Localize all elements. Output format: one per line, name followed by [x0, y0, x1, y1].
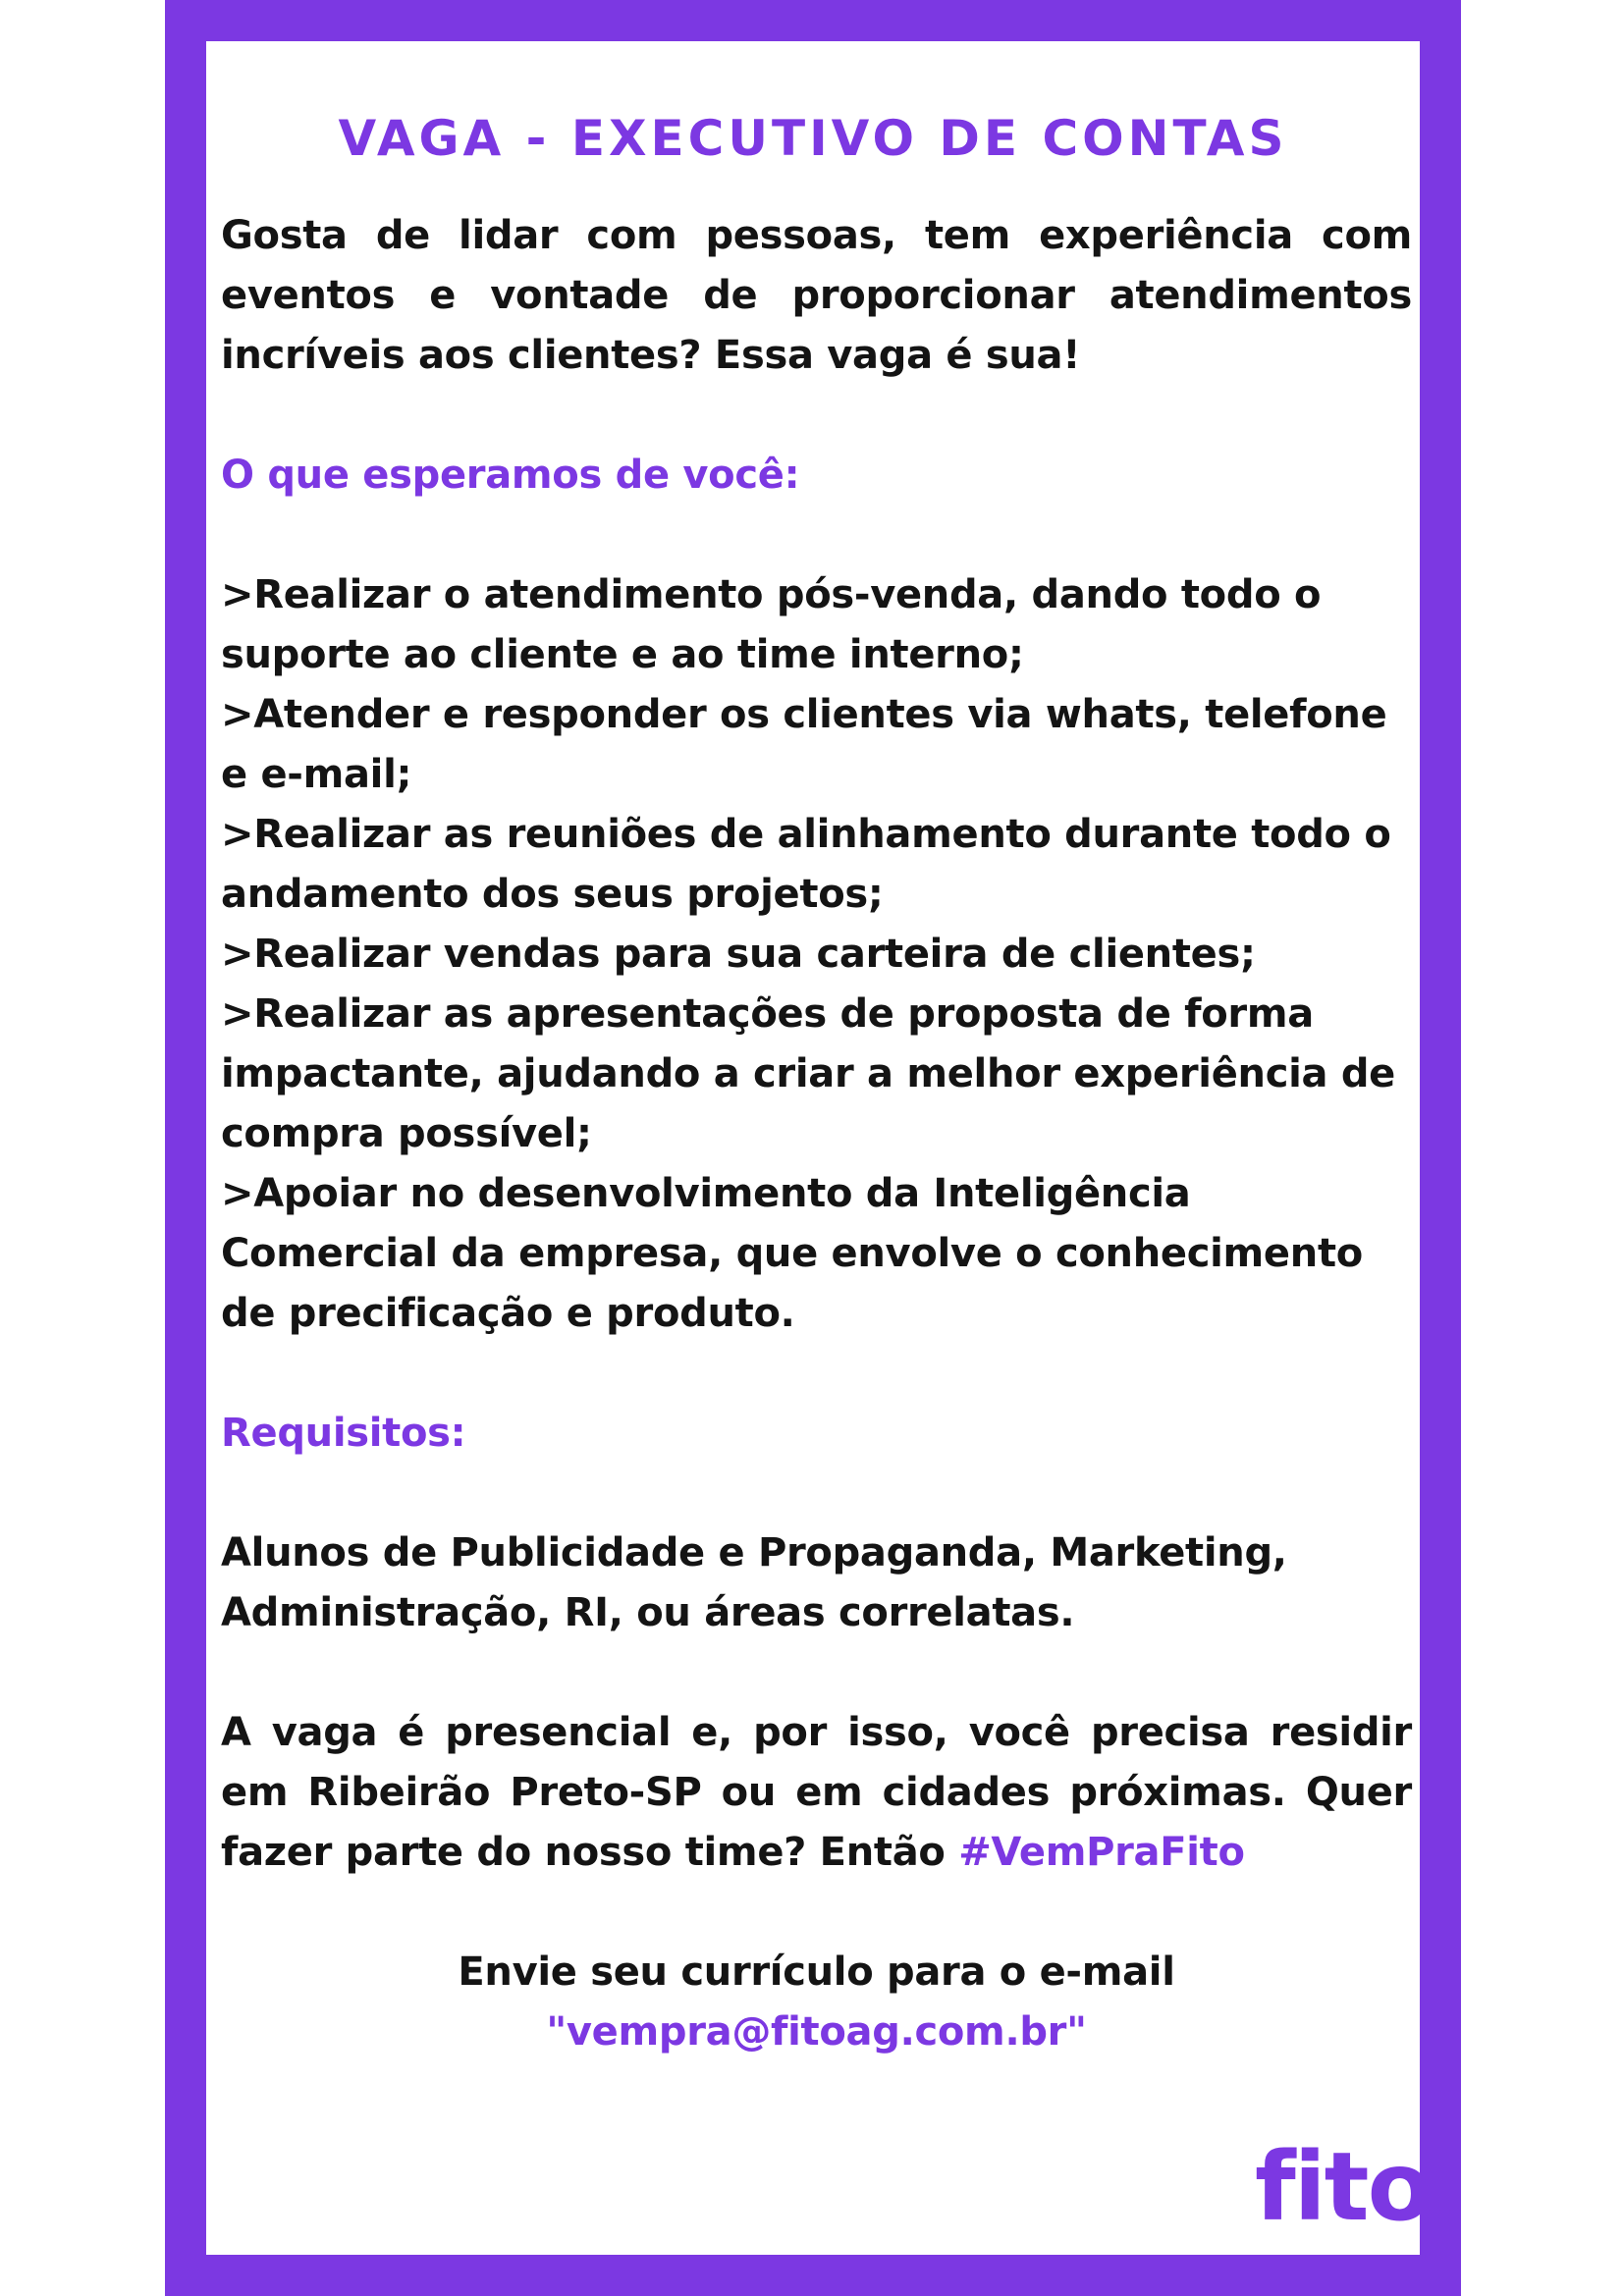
expectation-item: >Apoiar no desenvolvimento da Inteligência Comercial da empresa, que envolve o conhecimento de precificação e produto.: [221, 1171, 1363, 1336]
expectation-item: >Realizar as apresentações de proposta de forma impactante, ajudando a criar a melhor experiência de compra possível;: [221, 991, 1396, 1156]
intro-paragraph: Gosta de lidar com pessoas, tem experiência com eventos e vontade de proporcionar atendimentos incríveis aos clientes? Essa vaga é sua!: [221, 213, 1412, 378]
expectation-item: >Realizar o atendimento pós-venda, dando todo o suporte ao cliente e ao time interno;: [221, 572, 1322, 677]
expectation-item: >Realizar as reuniões de alinhamento durante todo o andamento dos seus projetos;: [221, 812, 1391, 917]
hashtag: #VemPraFito: [958, 1830, 1245, 1875]
fito-logo: fito: [1255, 2132, 1431, 2242]
location-text: A vaga é presencial e, por isso, você precisa residir em Ribeirão Preto-SP ou em cidades próximas. Quer fazer parte do nosso time? Então: [221, 1710, 1412, 1875]
location-paragraph: [221, 1703, 1412, 1883]
spacer: [221, 1344, 1412, 1404]
job-posting-card: [206, 41, 1431, 2255]
requirements-text: Alunos de Publicidade e Propaganda, Marketing, Administração, RI, ou áreas correlatas.: [221, 1530, 1287, 1635]
contact-line: Envie seu currículo para o e-mail: [458, 1949, 1175, 1995]
spacer: [221, 506, 1412, 565]
page-title: VAGA - EXECUTIVO DE CONTAS: [338, 110, 1288, 167]
spacer: [221, 1883, 1412, 1943]
requirements-heading: Requisitos:: [221, 1411, 466, 1456]
contact-email: "vempra@fitoag.com.br": [546, 2009, 1087, 2055]
spacer: [221, 1464, 1412, 1523]
expectation-item: >Realizar vendas para sua carteira de clientes;: [221, 932, 1256, 977]
spacer: [221, 1643, 1412, 1703]
expectation-item: >Atender e responder os clientes via whats, telefone e e-mail;: [221, 692, 1387, 797]
spacer: [221, 386, 1412, 446]
posting-content: [221, 206, 1412, 2062]
expectations-heading: O que esperamos de você:: [221, 453, 800, 498]
